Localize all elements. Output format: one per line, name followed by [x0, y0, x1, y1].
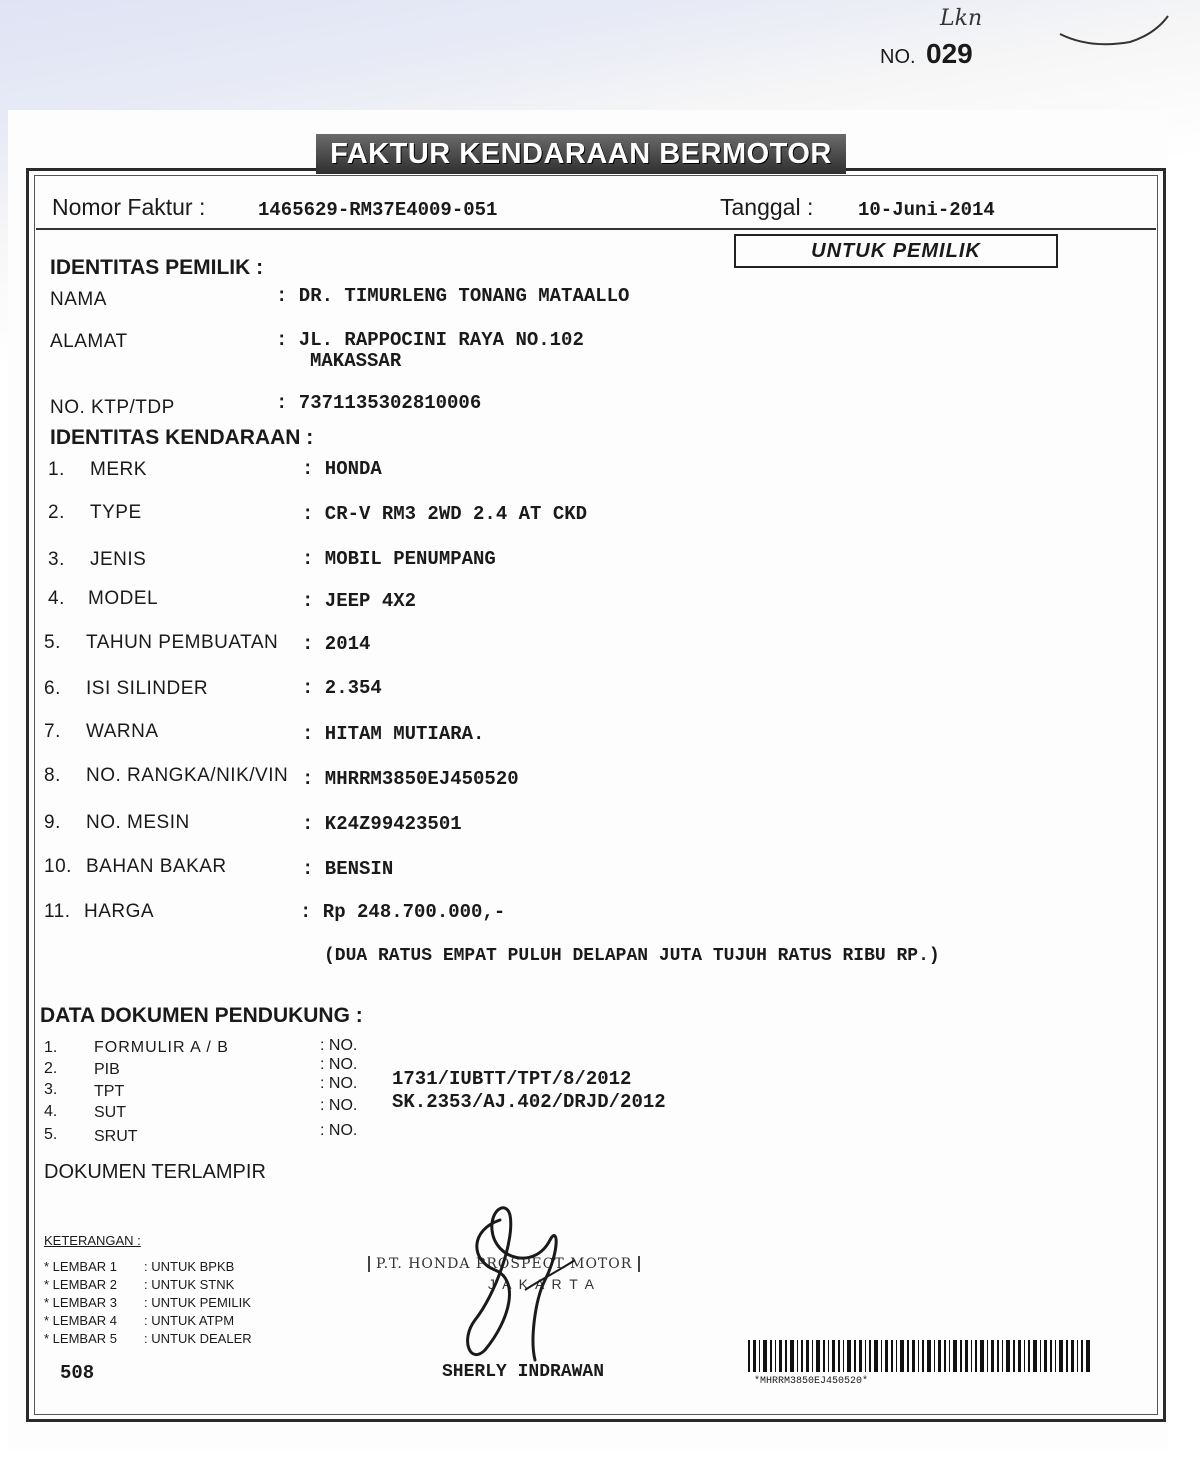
vehicle-item-value: : HONDA — [302, 458, 382, 480]
footer-code: 508 — [60, 1362, 95, 1384]
notes-item — [44, 1312, 252, 1330]
vehicle-item-value: : CR-V RM3 2WD 2.4 AT CKD — [302, 503, 588, 525]
owner-heading: IDENTITAS PEMILIK : — [50, 256, 264, 279]
notes-item-label: * LEMBAR 4 — [44, 1313, 117, 1328]
attachments-label: DOKUMEN TERLAMPIR — [44, 1161, 266, 1183]
support-doc-prefix: : NO. — [320, 1037, 358, 1054]
vehicle-item-label: NO. MESIN — [86, 812, 190, 833]
vehicle-item-value: : MOBIL PENUMPANG — [302, 548, 496, 570]
notes-item-label: * LEMBAR 5 — [44, 1331, 117, 1346]
owner-ktp: : 7371135302810006 — [276, 392, 482, 414]
supporting-docs-heading: DATA DOKUMEN PENDUKUNG : — [40, 1004, 363, 1027]
owner-address-line1: : JL. RAPPOCINI RAYA NO.102 — [276, 329, 584, 351]
owner-ktp-label: NO. KTP/TDP — [50, 397, 175, 418]
signatory-name: SHERLY INDRAWAN — [442, 1362, 605, 1382]
support-doc-value: 1731/IUBTT/TPT/8/2012 — [392, 1068, 632, 1090]
notes-item-value: : UNTUK BPKB — [144, 1259, 235, 1274]
document-title: FAKTUR KENDARAAN BERMOTOR — [316, 134, 846, 174]
vehicle-item-value: : JEEP 4X2 — [302, 590, 417, 612]
invoice-row-divider — [36, 228, 1156, 230]
document-number — [880, 38, 973, 70]
invoice-number-label: Nomor Faktur : — [52, 194, 206, 220]
price-in-words: (DUA RATUS EMPAT PULUH DELAPAN JUTA TUJUH RATUS RIBU RP.) — [324, 946, 940, 966]
vehicle-item-no: 4. — [48, 588, 65, 609]
vehicle-item-label: NO. RANGKA/NIK/VIN — [86, 765, 289, 786]
support-doc-label: TPT — [94, 1083, 125, 1100]
vehicle-item-value: : BENSIN — [302, 858, 394, 880]
vehicle-item-no: 1. — [48, 459, 65, 480]
vehicle-item-label: HARGA — [84, 901, 155, 922]
notes-item-value: : UNTUK ATPM — [144, 1313, 235, 1328]
vehicle-item-no: 6. — [44, 678, 61, 699]
vehicle-price: : Rp 248.700.000,- — [300, 901, 506, 923]
vehicle-item-no: 10. — [44, 856, 72, 877]
invoice-number: 1465629-RM37E4009-051 — [258, 199, 498, 221]
support-doc-prefix: : NO. — [320, 1056, 358, 1073]
notes-item-value: : UNTUK PEMILIK — [144, 1295, 251, 1310]
invoice-date: 10-Juni-2014 — [858, 199, 995, 221]
document-number-label: NO. — [880, 46, 916, 68]
vehicle-item-no: 5. — [44, 632, 61, 653]
support-doc-label: SRUT — [94, 1128, 138, 1145]
support-doc-value: SK.2353/AJ.402/DRJD/2012 — [392, 1091, 666, 1113]
vehicle-item-value: : K24Z99423501 — [302, 813, 462, 835]
handwriting-mark: Lkn — [940, 6, 983, 31]
notes-item — [44, 1276, 252, 1294]
signature-icon — [440, 1200, 600, 1380]
notes-list — [44, 1258, 252, 1348]
vehicle-item-label: MERK — [90, 459, 147, 480]
vehicle-heading: IDENTITAS KENDARAAN : — [50, 426, 314, 449]
notes-item-value: : UNTUK STNK — [144, 1277, 235, 1292]
vehicle-item-label: ISI SILINDER — [86, 678, 209, 699]
invoice-date-label: Tanggal : — [720, 194, 814, 220]
vehicle-item-value: : HITAM MUTIARA. — [302, 723, 485, 745]
copy-for-badge: UNTUK PEMILIK — [734, 234, 1058, 268]
support-doc-label: SUT — [94, 1104, 126, 1121]
notes-item — [44, 1258, 252, 1276]
support-doc-label: FORMULIR A / B — [94, 1039, 229, 1056]
vehicle-item-no: 7. — [44, 721, 61, 742]
support-doc-label: PIB — [94, 1061, 120, 1078]
top-corner-scribble — [1040, 4, 1180, 54]
owner-name-label: NAMA — [50, 289, 107, 310]
company-stamp: P.T. HONDA PROSPECT MOTOR — [368, 1256, 640, 1272]
vehicle-item-label: TYPE — [90, 502, 142, 523]
support-doc-prefix: : NO. — [320, 1075, 358, 1092]
support-doc-no: 1. — [44, 1039, 58, 1056]
notes-item-label: * LEMBAR 3 — [44, 1295, 117, 1310]
support-doc-no: 4. — [44, 1103, 58, 1120]
barcode-text: *MHRRM3850EJ450520* — [754, 1376, 869, 1387]
vehicle-item-value: : 2014 — [302, 633, 371, 655]
vehicle-item-no: 3. — [48, 549, 65, 570]
owner-address-label: ALAMAT — [50, 331, 128, 352]
owner-address-line2: MAKASSAR — [310, 350, 402, 372]
notes-heading: KETERANGAN : — [44, 1233, 141, 1248]
company-stamp-city: J A K A R T A — [488, 1276, 596, 1292]
vehicle-item-no: 9. — [44, 812, 61, 833]
vehicle-item-no: 8. — [44, 765, 61, 786]
vehicle-item-label: BAHAN BAKAR — [86, 856, 227, 877]
vehicle-item-label: JENIS — [90, 549, 147, 570]
vehicle-item-no: 11. — [44, 901, 71, 922]
notes-item-value: : UNTUK DEALER — [144, 1331, 252, 1346]
support-doc-prefix: : NO. — [320, 1122, 358, 1139]
support-doc-no: 3. — [44, 1081, 58, 1098]
vehicle-item-label: TAHUN PEMBUATAN — [86, 632, 279, 653]
support-doc-no: 2. — [44, 1060, 58, 1077]
vehicle-item-no: 2. — [48, 502, 65, 523]
document-number-value: 029 — [926, 38, 973, 69]
notes-item — [44, 1294, 252, 1312]
notes-item — [44, 1330, 252, 1348]
owner-name: : DR. TIMURLENG TONANG MATAALLO — [276, 285, 630, 307]
notes-item-label: * LEMBAR 1 — [44, 1259, 117, 1274]
support-doc-no: 5. — [44, 1126, 58, 1143]
vehicle-item-label: WARNA — [86, 721, 159, 742]
vehicle-item-label: MODEL — [88, 588, 159, 609]
notes-item-label: * LEMBAR 2 — [44, 1277, 117, 1292]
support-doc-prefix: : NO. — [320, 1097, 358, 1114]
vehicle-item-value: : MHRRM3850EJ450520 — [302, 768, 519, 790]
vehicle-item-value: : 2.354 — [302, 677, 382, 699]
